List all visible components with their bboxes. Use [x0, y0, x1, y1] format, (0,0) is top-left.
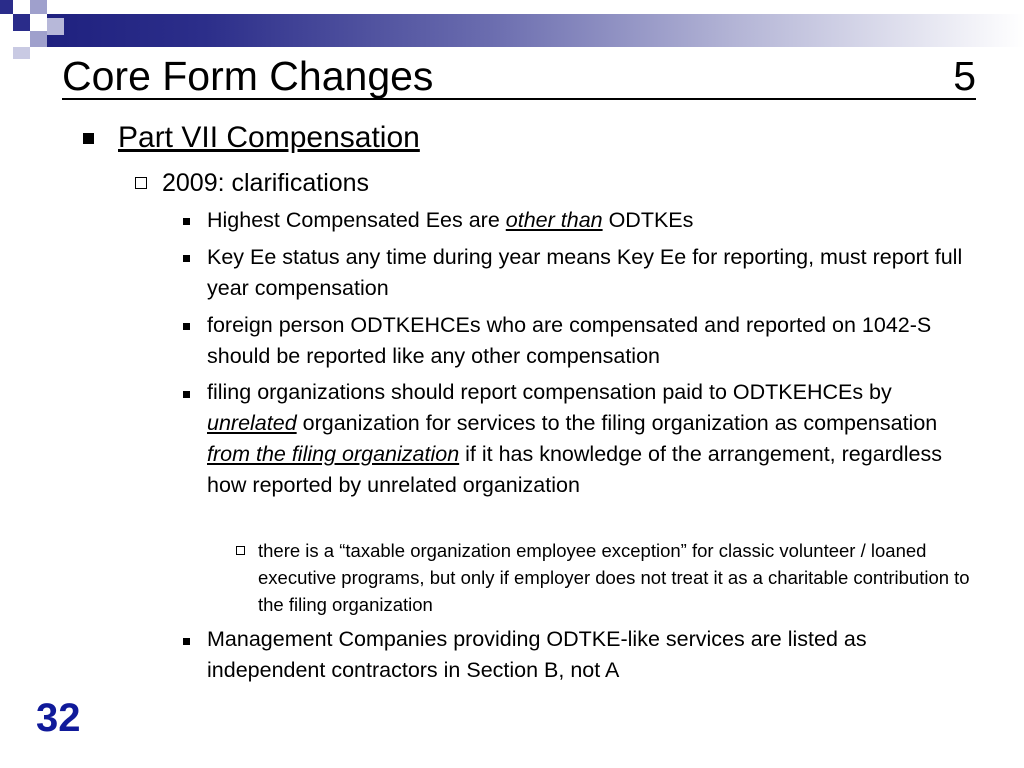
- square-bullet-icon: [183, 255, 190, 262]
- hollow-square-bullet-icon: [135, 177, 147, 189]
- bullet-item: foreign person ODTKEHCEs who are compensated and reported on 1042-S should be reported like any other compensation: [207, 313, 932, 368]
- decorative-square: [0, 0, 13, 14]
- decorative-square: [47, 18, 64, 35]
- bullet-item: Highest Compensated Ees are other than ODTKEs: [207, 208, 694, 232]
- header-gradient-bar: [0, 14, 1024, 47]
- decorative-square: [30, 14, 47, 31]
- decorative-square: [0, 14, 13, 47]
- slide-page-number: 32: [36, 696, 81, 740]
- slide-title-number: 5: [953, 53, 976, 99]
- decorative-square: [13, 47, 30, 59]
- level1-heading: Part VII Compensation: [118, 121, 420, 154]
- emphasis-text: from the filing organization: [207, 442, 460, 466]
- square-bullet-icon: [183, 638, 190, 645]
- square-bullet-icon: [83, 133, 94, 144]
- bullet-item: Key Ee status any time during year means Key Ee for reporting, must report full year compensation: [207, 245, 963, 300]
- sub-bullet-item: there is a “taxable organization employee exception” for classic volunteer / loaned executive programs, but only if employer does not treat it as a charitable contribution to the filing organization: [258, 540, 970, 615]
- bullet-item: Management Companies providing ODTKE-like services are listed as independent contractors in Section B, not A: [207, 627, 867, 682]
- decorative-square: [47, 0, 77, 14]
- decorative-square: [30, 31, 47, 47]
- square-bullet-icon: [183, 391, 190, 398]
- level2-heading: 2009: clarifications: [162, 169, 370, 197]
- decorative-square: [13, 14, 30, 31]
- emphasis-text: unrelated: [207, 411, 297, 435]
- square-bullet-icon: [183, 218, 190, 225]
- hollow-square-bullet-icon: [236, 546, 245, 555]
- square-bullet-icon: [183, 323, 190, 330]
- decorative-square: [13, 31, 30, 47]
- decorative-square: [30, 0, 47, 14]
- emphasis-text: other than: [505, 208, 603, 232]
- bullet-item: filing organizations should report compensation paid to ODTKEHCEs by unrelated organization for services to the filing organization as compensation from the filing organization if it has knowledge of the arrangement, regardless how reported by unrelated organization: [207, 380, 942, 497]
- slide-title-row: [62, 54, 976, 100]
- slide-title: Core Form Changes: [62, 53, 434, 99]
